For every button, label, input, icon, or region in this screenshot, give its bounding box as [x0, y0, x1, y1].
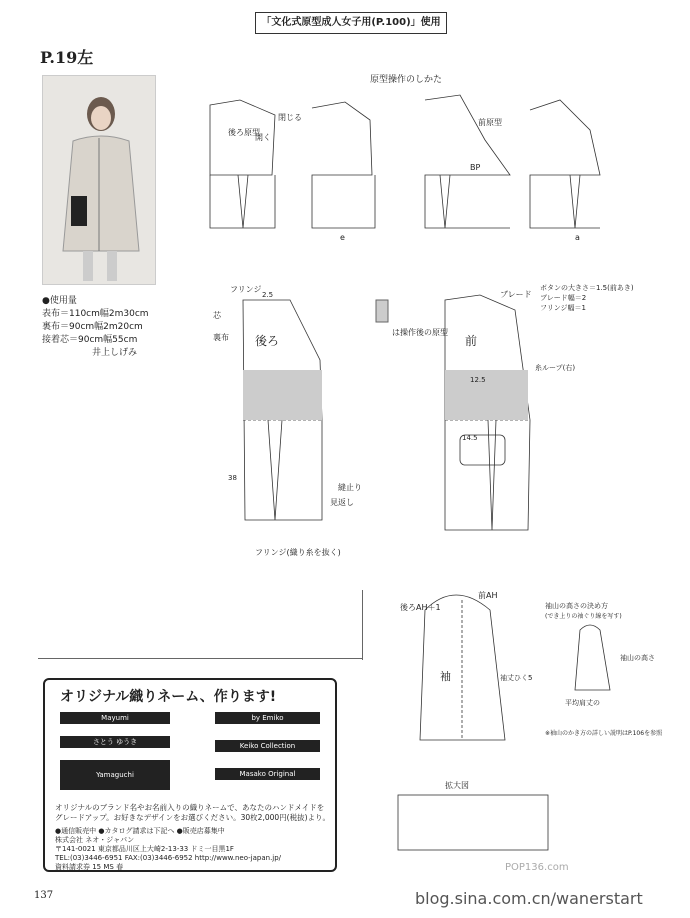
author: 井上しげみ — [92, 348, 138, 358]
ad-footer — [55, 827, 281, 872]
label-front: 前 — [465, 334, 478, 348]
label-front-ah: 前AH — [478, 591, 498, 600]
label-front-block: 前原型 — [478, 118, 502, 127]
label-close: 閉じる — [278, 113, 302, 122]
label-cap-note: ※袖山のかき方の詳しい説明はP.106を参照 — [545, 730, 663, 737]
materials-line: 接着芯＝90cm幅55cm — [42, 335, 138, 345]
label-fringe: フリンジ — [230, 285, 262, 294]
ad-company: 株式会社 ネオ・ジャパン — [55, 836, 135, 844]
ad-label: Mayumi — [60, 712, 170, 724]
measure-38: 38 — [228, 474, 237, 482]
diagram-title: 原型操作のしかた — [370, 75, 443, 85]
header-title: 「文化式原型成人女子用(P.100)」使用 — [255, 12, 447, 34]
label-fringe-hem: フリンジ(織り糸を抜く) — [255, 548, 341, 557]
label-slit: 縫止り — [338, 483, 362, 492]
measure-12-5: 12.5 — [470, 376, 486, 384]
divider — [362, 590, 363, 660]
ad-ref: 資料請求券 15 MS 春 — [55, 863, 124, 871]
label-after-note: は操作後の原型 — [392, 328, 448, 337]
label-braid-width: ブレード幅＝2 — [540, 294, 587, 302]
ad-label: by Emiko — [215, 712, 320, 724]
page-number: 137 — [34, 890, 54, 901]
ad-title: オリジナル織りネーム、作ります! — [60, 689, 277, 705]
materials-heading: ●使用量 — [42, 296, 77, 306]
label-sleeve: 袖 — [440, 670, 451, 683]
ad-description: オリジナルのブランド名やお名前入りの織りネームで、あなたのハンドメイドをグレードアップ。お好きなデザインをお選びください。30枚2,000円(税抜)より。 — [55, 803, 330, 822]
label-braid: ブレード — [500, 290, 532, 299]
measure-14-5: 14.5 — [462, 434, 478, 442]
label-lining: 裏布 — [213, 333, 229, 342]
label-cap-sub: (でき上りの袖ぐり線を写す) — [545, 613, 622, 620]
measure-2-5: 2.5 — [262, 291, 274, 299]
watermark-site: POP136.com — [505, 862, 569, 873]
label-sleeve-length: 袖丈ひく5 — [500, 674, 533, 682]
label-a: a — [575, 233, 580, 242]
label-loop: 糸ループ(右) — [535, 364, 576, 372]
label-fringe-width: フリンジ幅＝1 — [540, 304, 586, 312]
label-facing: 見返し — [330, 498, 354, 507]
label-cap-title: 袖山の高さの決め方 — [545, 602, 608, 610]
page-id: P.19左 — [40, 48, 94, 67]
ad-label: Masako Original — [215, 768, 320, 780]
ad-address: 〒141-0021 東京都品川区上大崎2-13-33 ドミ一目黒1F — [55, 845, 234, 853]
ad-badges: ●通信販売中 ●カタログ請求は下記へ ●販売店募集中 — [55, 827, 225, 835]
ad-label: さとう ゆうき — [60, 736, 170, 748]
label-back: 後ろ — [255, 334, 280, 348]
label-interfacing: 芯 — [213, 311, 221, 320]
materials-line: 裏布＝90cm幅2m20cm — [42, 322, 143, 332]
label-bp: BP — [470, 163, 481, 172]
label-cap-height: 袖山の高さ — [620, 654, 655, 662]
divider — [38, 658, 363, 659]
label-button-note: ボタンの大きさ＝1.5(前あき) — [540, 284, 634, 292]
ad-label: Keiko Collection — [215, 740, 320, 752]
ad-label: Yamaguchi — [60, 760, 170, 790]
watermark-blog: blog.sina.com.cn/wanerstart — [415, 889, 643, 908]
label-avg-shoulder: 平均肩丈の — [565, 699, 600, 707]
ad-tel: TEL:(03)3446-6951 FAX:(03)3446-6952 http://www.neo-japan.jp/ — [55, 854, 282, 862]
materials-line: 表布＝110cm幅2m30cm — [42, 309, 149, 319]
label-open: 開く — [255, 133, 271, 142]
label-e: e — [340, 233, 345, 242]
label-back-ah: 後ろAH＋1 — [400, 603, 441, 612]
label-enlarge: 拡大図 — [445, 781, 469, 790]
label-back-block: 後ろ原型 — [228, 128, 260, 137]
